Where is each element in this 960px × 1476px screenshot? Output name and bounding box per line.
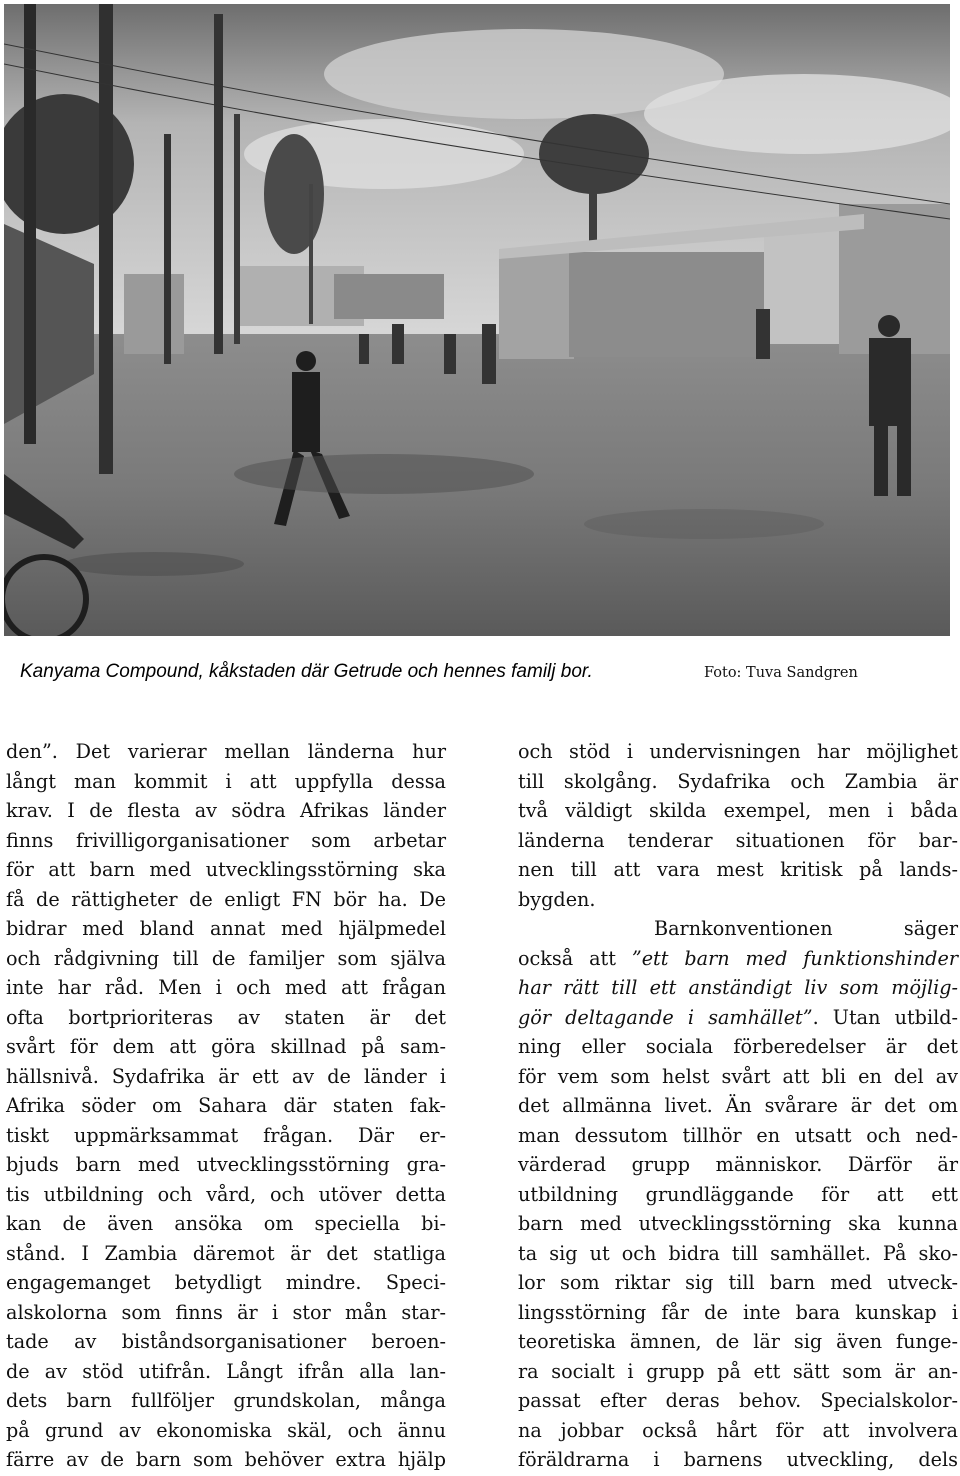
text-line: svårt för dem att göra skillnad på sam- [6,1035,446,1058]
text-line: och rådgivning till de familjer som själva [6,946,446,970]
text-line: föräldrarna i barnens utveckling, dels [518,1448,958,1471]
street-photo [4,4,950,636]
text-line: ofta bortprioriteras av staten är det [6,1005,446,1029]
text-line: de av stöd utifrån. Långt ifrån alla lan- [6,1359,446,1383]
text-line [518,1003,958,1033]
text-line: ta sig ut och bidra till samhället. På sko- [518,1241,958,1265]
text-line: den”. Det varierar mellan länderna hur [6,740,446,763]
photo-credit: Foto: Tuva Sandgren [704,665,858,681]
text-line: tis utbildning och vård, och utöver detta [6,1182,446,1206]
text-line: få de rättigheter de enligt FN bör ha. De [6,887,446,911]
text-line: na jobbar också hårt för att involvera [518,1418,958,1442]
text-line [518,973,958,1003]
text-line: tade av biståndsorganisationer beroen- [6,1330,446,1353]
text-line: lor som riktar sig till barn med utveck- [518,1271,958,1294]
text-line: nen till att vara mest kritisk på lands- [518,858,958,881]
text-line: engagemanget betydligt mindre. Speci- [6,1271,446,1294]
text-line: finns frivilligorganisationer som arbetar [6,828,446,852]
photo-caption: Kanyama Compound, kåkstaden där Getrude och hennes familj bor. [20,661,593,682]
text-line: långt man kommit i att uppfylla dessa [6,769,446,793]
text-line: tiskt uppmärksammat frågan. Där er- [6,1123,446,1147]
text-line: hällsnivå. Sydafrika är ett av de länder i [6,1064,446,1088]
text-line: ning eller sociala förberedelser är det [518,1035,958,1058]
text-line: Afrika söder om Sahara där staten fak- [6,1094,446,1117]
text-line: utbildning grundläggande för att ett [518,1182,958,1206]
text-line: dets barn fullföljer grundskolan, många [6,1389,446,1412]
quote-segment: ”ett barn med funktionshinder [631,946,958,970]
text-segment: också att [518,946,632,970]
text-line: lingsstörning får de inte bara kunskap i [518,1300,958,1324]
text-line: färre av de barn som behöver extra hjälp [6,1448,446,1471]
text-line: kan de även ansöka om speciella bi- [6,1212,446,1235]
text-line: till skolgång. Sydafrika och Zambia är [518,769,958,793]
text-line: bygden. [518,887,596,911]
text-line: barn med utvecklingsstörning ska kunna [518,1212,958,1235]
text-line: Barnkonventionen säger [654,917,958,940]
text-line: länderna tenderar situationen för bar- [518,828,958,852]
text-column-right [518,737,958,1475]
text-line: alskolorna som finns är i stor mån star- [6,1300,446,1324]
text-line: passat efter deras behov. Specialskolor- [518,1389,958,1412]
text-line: bjuds barn med utvecklingsstörning gra- [6,1153,446,1176]
text-line: krav. I de flesta av södra Afrikas länder [6,799,446,822]
text-segment: . Utan utbild- [812,1005,958,1029]
text-line: bidrar med bland annat med hjälpmedel [6,917,446,940]
text-line: och stöd i undervisningen har möjlighet [518,740,958,763]
text-line: stånd. I Zambia däremot är det statliga [6,1241,446,1265]
text-line: teoretiska ämnen, de lär sig även funge- [518,1330,958,1353]
text-column-left [6,737,446,1475]
text-line: värderad grupp människor. Därför är [518,1153,958,1176]
text-line: ra socialt i grupp på ett sätt som är an- [518,1359,958,1383]
text-line: på grund av ekonomiska skäl, och ännu [6,1418,446,1442]
text-line: för vem som helst svårt att bli en del av [518,1064,958,1088]
text-line: det allmänna livet. Än svårare är det om [518,1094,958,1117]
quote-segment: har rätt till ett anständigt liv som möjlig- [518,976,958,999]
text-line: för att barn med utvecklingsstörning ska [6,858,446,881]
text-line: två väldigt skilda exempel, men i båda [518,799,958,822]
text-line: inte har råd. Men i och med att frågan [6,976,446,999]
text-line: man dessutom tillhör en utsatt och ned- [518,1123,958,1147]
text-line [518,944,958,974]
quote-segment: gör deltagande i samhället” [518,1005,813,1029]
